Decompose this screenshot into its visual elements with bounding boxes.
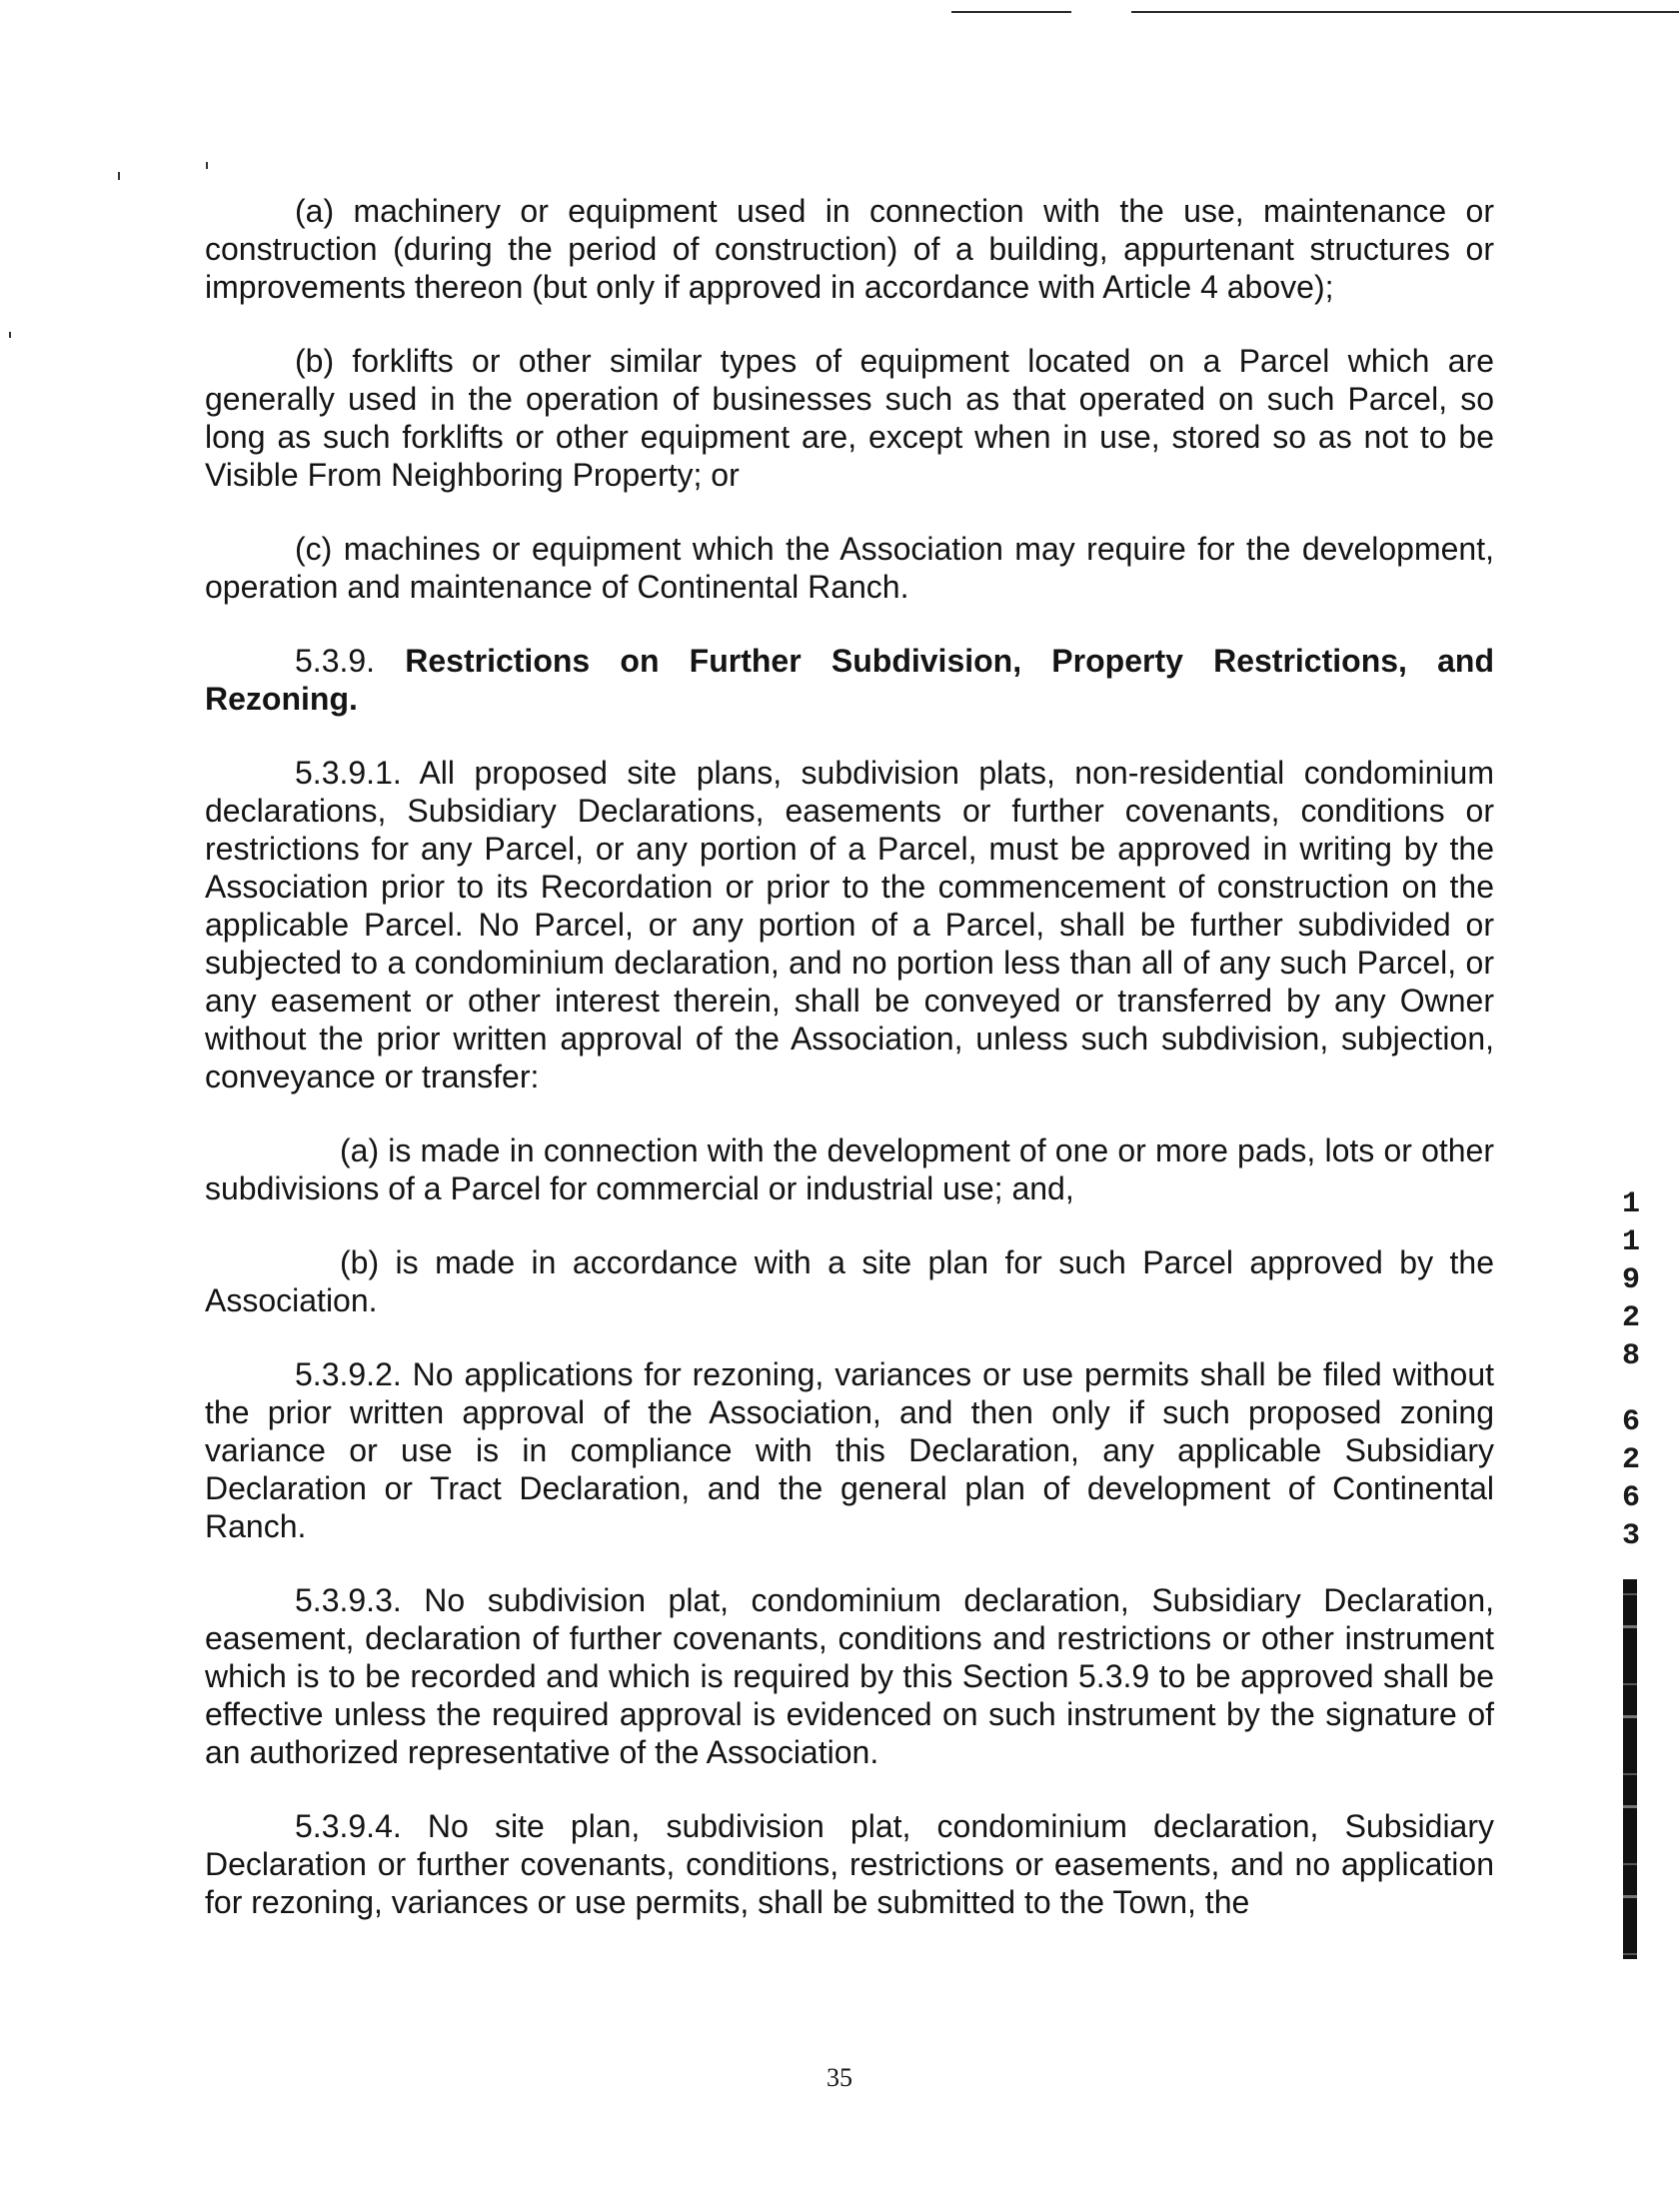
recording-digit: 3: [1621, 1519, 1640, 1553]
paragraph-c-machines: (c) machines or equipment which the Association may require for the development, operation and maintenance of Continental Ranch.: [205, 531, 1494, 605]
section-5-3-9-3: 5.3.9.3. No subdivision plat, condominium declaration, Subsidiary Declaration, easement, declaration of further covenants, conditions and restrictions or other instrument which is to be recorded and which is required by this Section 5.3.9 to be approved shall be effective unless the required approval is evidenced on such instrument by the signature of an authorized representative of the Association.: [205, 1582, 1494, 1770]
section-5-3-9-1: 5.3.9.1. All proposed site plans, subdivision plats, non-residential condominium declarations, Subsidiary Declarations, easements or further covenants, conditions or restrictions for any Parcel, or any portion of a Parcel, must be approved in writing by the Association prior to its Recordation or prior to the commencement of construction on the applicable Parcel. No Parcel, or any portion of a Parcel, shall be further subdivided or subjected to a condominium declaration, and no portion less than all of any such Parcel, or any easement or other interest therein, shall be conveyed or transferred by any Owner without the prior written approval of the Association, unless such subdivision, subjection, conveyance or transfer:: [205, 755, 1494, 1095]
scan-rule-right: [1131, 11, 1679, 13]
paragraph-b-forklifts: (b) forklifts or other similar types of equipment located on a Parcel which are generally used in the operation of businesses such as that operated on such Parcel, so long as such forklifts or other equipment are, except when in use, stored so as not to be Visible From Neighboring Property; or: [205, 343, 1494, 493]
recording-digit: 6: [1621, 1405, 1640, 1439]
section-number: 5.3.9.: [295, 643, 376, 679]
recording-digit: 1: [1621, 1225, 1640, 1259]
section-5-3-9-1-a: (a) is made in connection with the development of one or more pads, lots or other subdivisions of a Parcel for commercial or industrial use; and,: [205, 1132, 1494, 1206]
section-5-3-9-1-b: (b) is made in accordance with a site plan for such Parcel approved by the Association.: [205, 1244, 1494, 1318]
paragraph-a-machinery: (a) machinery or equipment used in connection with the use, maintenance or construction (during the period of construction) of a building, appurtenant structures or improvements thereon (but only if approved in accordance with Article 4 above);: [205, 193, 1494, 305]
section-5-3-9-4: 5.3.9.4. No site plan, subdivision plat, condominium declaration, Subsidiary Declaration or further covenants, conditions, restrictions or easements, and no application for rezoning, variances or use permits, shall be submitted to the Town, the: [205, 1808, 1494, 1920]
scan-rule-left: [951, 11, 1071, 13]
recording-digit: 2: [1621, 1443, 1640, 1477]
recording-number: [1611, 1185, 1651, 1555]
recording-digit: 9: [1621, 1263, 1640, 1297]
scan-speck: [118, 172, 120, 180]
scan-speck: [9, 332, 11, 338]
page-number: 35: [827, 2063, 852, 2092]
recording-digit: 8: [1621, 1339, 1640, 1373]
recording-digit: 2: [1621, 1301, 1640, 1335]
recording-gap: [1611, 1375, 1651, 1403]
margin-barcode-mark: [1623, 1579, 1637, 1959]
section-title: Restrictions on Further Subdivision, Property Restrictions, and Rezoning.: [205, 643, 1495, 717]
document-body: [205, 192, 1494, 1957]
recording-digit: 1: [1621, 1187, 1640, 1221]
section-heading-5-3-9: [205, 642, 1494, 718]
recording-digit: 6: [1621, 1481, 1640, 1515]
section-5-3-9-2: 5.3.9.2. No applications for rezoning, variances or use permits shall be filed without the prior written approval of the Association, and then only if such proposed zoning variance or use is in compliance with this Declaration, any applicable Subsidiary Declaration or Tract Declaration, and the general plan of development of Continental Ranch.: [205, 1356, 1494, 1544]
scan-speck: [206, 162, 208, 169]
